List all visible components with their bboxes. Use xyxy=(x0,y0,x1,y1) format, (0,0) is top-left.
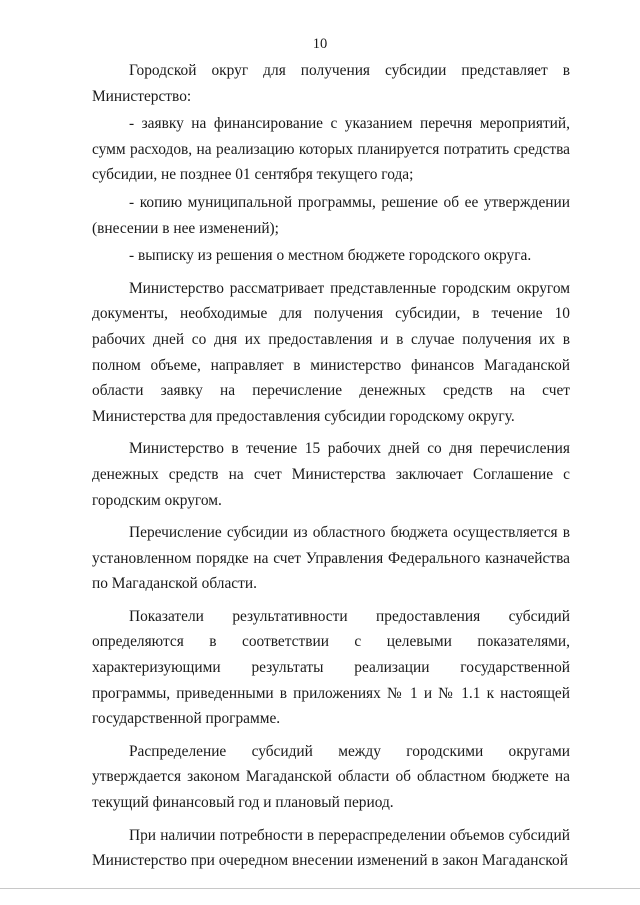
paragraph-10: При наличии потребности в перераспределении объемов субсидий Министерство при очередном внесении изменений в закон Магаданской xyxy=(92,826,570,870)
paragraph-4: - выписку из решения о местном бюджете городского округа. xyxy=(129,247,532,265)
paragraph-8: Показатели результативности предоставления субсидий определяются в соответствии с целевыми показателями, характеризующими результаты реализации государственной программы, приведенными в приложениях № 1 и № 1.1 к настоящей государственной программе. xyxy=(92,607,570,728)
paragraph-3: - копию муниципальной программы, решение об ее утверждении (внесении в нее изменений); xyxy=(92,193,570,237)
paragraph-2: - заявку на финансирование с указанием перечня мероприятий, сумм расходов, на реализацию которых планируется потратить средства субсидии, не позднее 01 сентября текущего года; xyxy=(92,115,570,184)
document-body xyxy=(92,58,570,874)
paragraph-5: Министерство рассматривает представленные городским округом документы, необходимые для получения субсидии, в течение 10 рабочих дней со дня их предоставления и в случае получения их в полном объеме, направляет в министерство финансов Магаданской области заявку на перечисление денежных средств на счет Министерства для предоставления субсидии городскому округу. xyxy=(92,279,570,425)
page-bottom-edge xyxy=(0,888,640,889)
page-number: 10 xyxy=(312,36,328,52)
paragraph-9: Распределение субсидий между городскими округами утверждается законом Магаданской области об областном бюджете на текущий финансовый год и плановый период. xyxy=(92,742,570,812)
paragraph-7: Перечисление субсидии из областного бюджета осуществляется в установленном порядке на счет Управления Федерального казначейства по Магаданской области. xyxy=(92,524,570,593)
paragraph-1: Городской округ для получения субсидии представляет в Министерство: xyxy=(92,62,570,105)
paragraph-6: Министерство в течение 15 рабочих дней со дня перечисления денежных средств на счет Министерства заключает Соглашение с городским округом. xyxy=(92,440,570,509)
